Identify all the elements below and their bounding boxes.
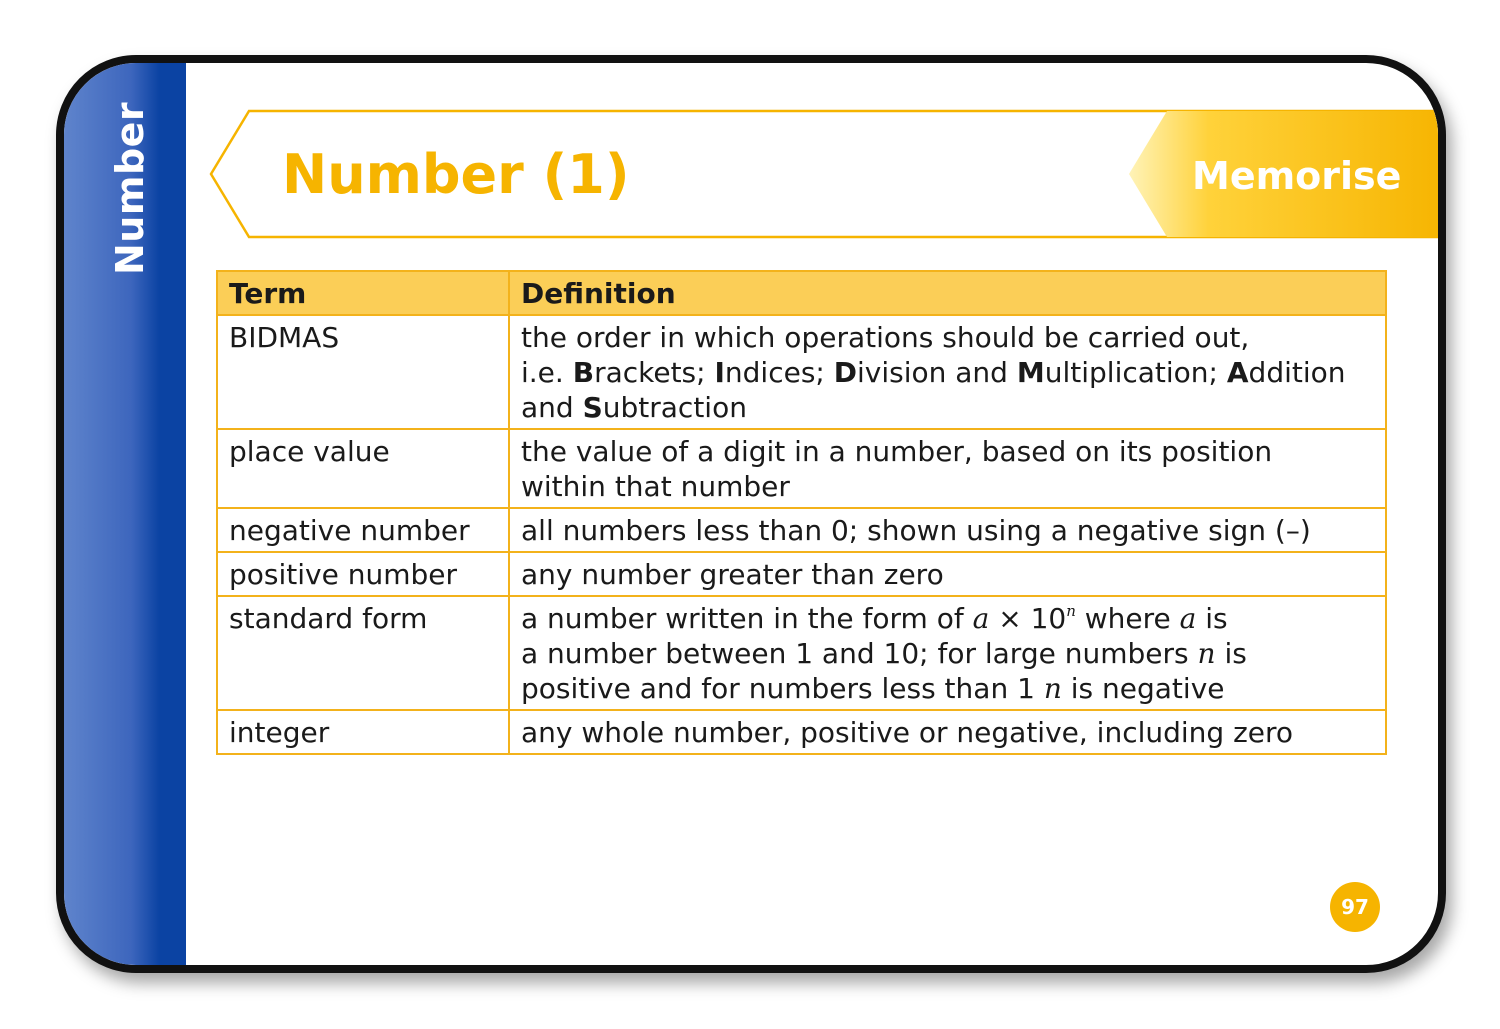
- definition-text: rackets;: [594, 356, 715, 389]
- page-title: Number (1): [282, 143, 630, 206]
- definition-text: is negative: [1061, 672, 1225, 705]
- acronym-letter: I: [714, 356, 725, 389]
- definition-cell: [509, 552, 1386, 596]
- definition-cell: [509, 710, 1386, 754]
- math-variable: n: [1043, 672, 1062, 705]
- definition-text: i.e.: [521, 356, 573, 389]
- definition-text: where: [1075, 602, 1180, 635]
- definition-text: a number written in the form of: [521, 602, 973, 635]
- math-variable: a: [1179, 602, 1197, 635]
- definition-cell: [509, 315, 1386, 429]
- math-variable: n: [1197, 637, 1216, 670]
- term-cell: negative number: [217, 508, 509, 552]
- definition-text: the value of a digit in a number, based on its position: [521, 435, 1273, 468]
- table-row: [217, 429, 1386, 508]
- definition-text: within that number: [521, 470, 790, 503]
- side-label: Number: [108, 101, 152, 275]
- definition-text: any whole number, positive or negative, including zero: [521, 716, 1294, 749]
- definition-cell: [509, 508, 1386, 552]
- definition-text: and: [521, 391, 583, 424]
- table-row: [217, 552, 1386, 596]
- definition-text: ndices;: [724, 356, 834, 389]
- math-variable: a: [972, 602, 990, 635]
- definition-text: ivision and: [857, 356, 1017, 389]
- definition-text: ultiplication;: [1044, 356, 1227, 389]
- definition-text: × 10: [989, 602, 1067, 635]
- definition-cell: [509, 429, 1386, 508]
- definition-text: ddition: [1248, 356, 1346, 389]
- header-term: Term: [217, 271, 509, 315]
- table-row: [217, 315, 1386, 429]
- page-number-badge: 97: [1330, 882, 1380, 932]
- glossary-table: [216, 270, 1387, 755]
- table-row: [217, 596, 1386, 710]
- acronym-letter: B: [572, 356, 595, 389]
- acronym-letter: D: [833, 356, 857, 389]
- acronym-letter: M: [1016, 356, 1045, 389]
- definition-cell: [509, 596, 1386, 710]
- side-strip: [64, 63, 186, 965]
- table-header-row: [217, 271, 1386, 315]
- math-exponent: n: [1066, 602, 1076, 620]
- term-cell: standard form: [217, 596, 509, 710]
- table-row: [217, 508, 1386, 552]
- memorise-label: Memorise: [1192, 154, 1402, 198]
- definition-text: ubtraction: [602, 391, 747, 424]
- term-cell: positive number: [217, 552, 509, 596]
- flash-card: [56, 55, 1446, 973]
- term-cell: integer: [217, 710, 509, 754]
- definition-text: a number between 1 and 10; for large numbers: [521, 637, 1198, 670]
- definition-text: positive and for numbers less than 1: [521, 672, 1044, 705]
- header-definition: Definition: [509, 271, 1386, 315]
- table-row: [217, 710, 1386, 754]
- acronym-letter: S: [582, 391, 603, 424]
- term-cell: BIDMAS: [217, 315, 509, 429]
- definition-text: any number greater than zero: [521, 558, 944, 591]
- acronym-letter: A: [1226, 356, 1249, 389]
- definition-text: the order in which operations should be carried out,: [521, 321, 1250, 354]
- term-cell: place value: [217, 429, 509, 508]
- definition-text: all numbers less than 0; shown using a negative sign (–): [521, 514, 1311, 547]
- definition-text: is: [1215, 637, 1247, 670]
- definition-text: is: [1196, 602, 1228, 635]
